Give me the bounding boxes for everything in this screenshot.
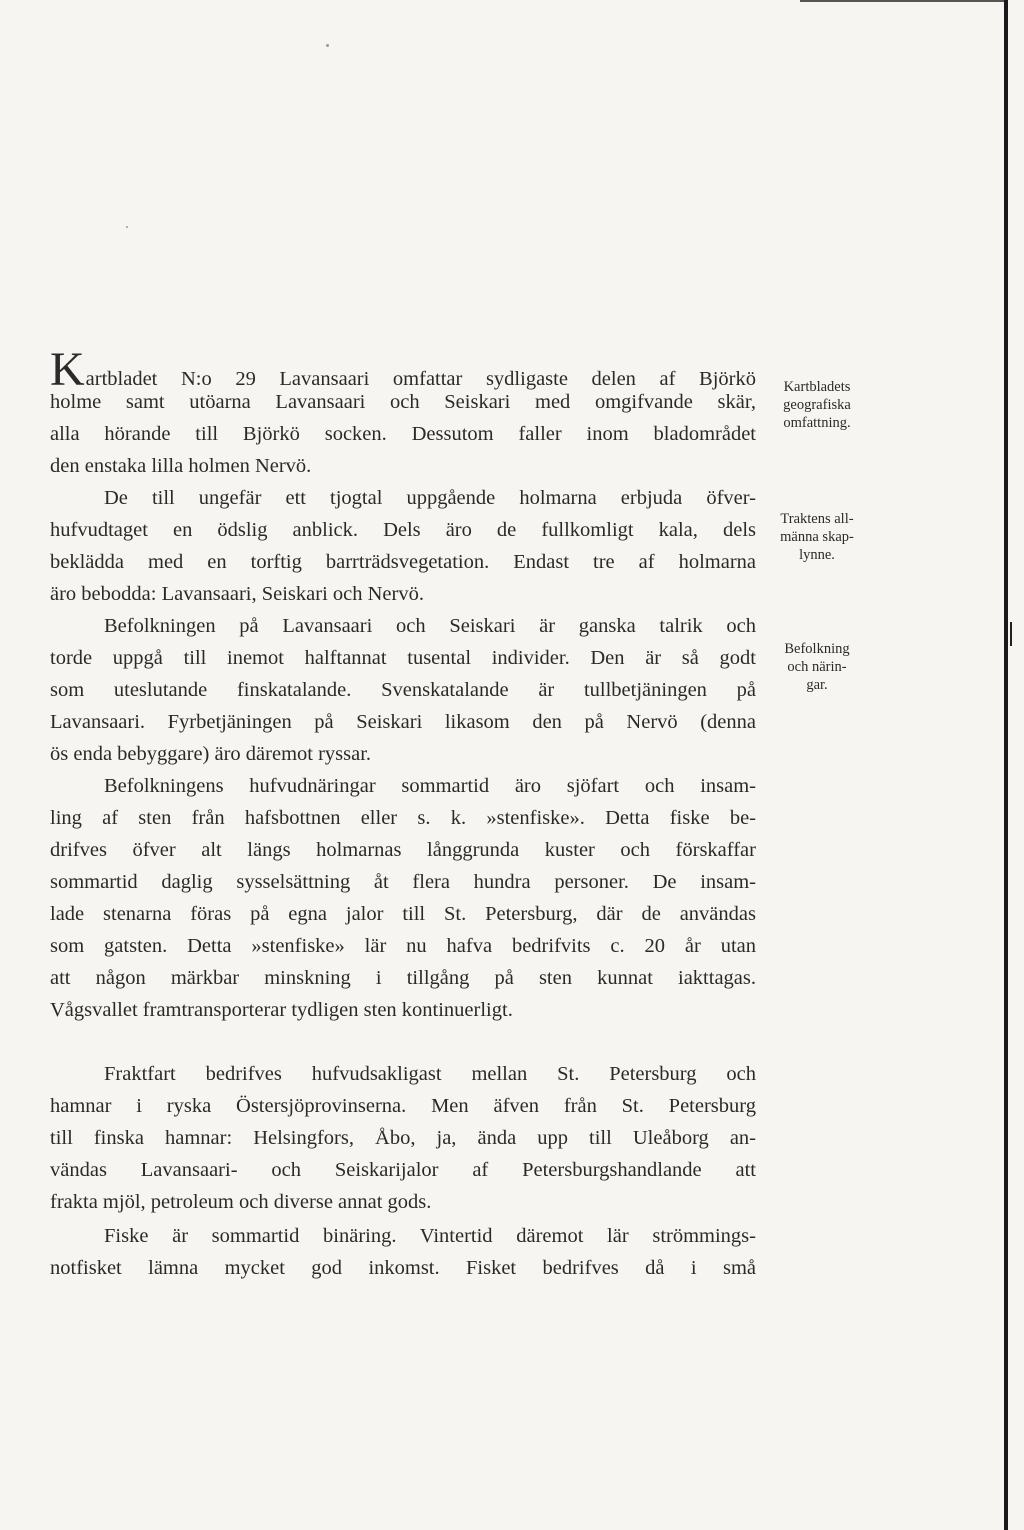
text-line: hufvudtaget en ödslig anblick. Dels äro de fullkomligt kala, dels xyxy=(50,519,756,541)
text-line: Fraktfart bedrifves hufvudsakligast mellan St. Petersburg och xyxy=(104,1063,756,1085)
text-line: lade stenarna föras på egna jalor till St. Petersburg, där de användas xyxy=(50,903,756,925)
page-edge-top xyxy=(800,0,1008,2)
text-line: Fiske är sommartid binäring. Vintertid däremot lär strömmings- xyxy=(104,1225,756,1247)
margin-note-line: männa skap- xyxy=(780,529,854,545)
text-line: Befolkningen på Lavansaari och Seiskari är ganska talrik och xyxy=(104,615,756,637)
text-line: Vågsvallet framtransporterar tydligen sten kontinuerligt. xyxy=(50,999,513,1021)
text-line: vändas Lavansaari- och Seiskarijalor af Petersburgshandlande att xyxy=(50,1159,756,1181)
text-line: drifves öfver alt längs holmarnas långgrunda kuster och förskaffar xyxy=(50,839,756,861)
margin-note-line: geografiska xyxy=(783,397,851,413)
paper-speck xyxy=(326,44,329,47)
text-line: hamnar i ryska Östersjöprovinserna. Men äfven från St. Petersburg xyxy=(50,1095,756,1117)
text-line: ös enda bebyggare) äro däremot ryssar. xyxy=(50,743,372,765)
text-line: till finska hamnar: Helsingfors, Åbo, ja, ända upp till Uleåborg an- xyxy=(50,1127,756,1149)
text-line: beklädda med en torftig barrträdsvegetation. Endast tre af holmarna xyxy=(50,551,756,573)
margin-note-line: och närin- xyxy=(787,659,847,675)
margin-note-line: Traktens all- xyxy=(780,511,854,527)
margin-note-line: omfattning. xyxy=(783,415,851,431)
text-line: torde uppgå till inemot halftannat tusental individer. Den är så godt xyxy=(50,647,756,669)
text-line: Kartbladet N:o 29 Lavansaari omfattar sydligaste delen af Björkö xyxy=(50,343,756,396)
text-line: att någon märkbar minskning i tillgång på sten kunnat iakttagas. xyxy=(50,967,756,989)
text-line: holme samt utöarna Lavansaari och Seiskari med omgifvande skär, xyxy=(50,391,756,413)
margin-note xyxy=(764,378,870,432)
text-line: frakta mjöl, petroleum och diverse annat gods. xyxy=(50,1191,432,1213)
text-line: sommartid daglig sysselsättning åt flera hundra personer. De insam- xyxy=(50,871,756,893)
text-line: den enstaka lilla holmen Nervö. xyxy=(50,455,312,477)
text-line: som gatsten. Detta »stenfiske» lär nu hafva bedrifvits c. 20 år utan xyxy=(50,935,756,957)
margin-note-line: gar. xyxy=(806,677,828,693)
paper-speck xyxy=(126,226,128,228)
text-line: notfisket lämna mycket god inkomst. Fisket bedrifves då i små xyxy=(50,1257,756,1279)
margin-note xyxy=(764,510,870,564)
text-line: alla hörande till Björkö socken. Dessutom faller inom bladområdet xyxy=(50,423,756,445)
text-line: Lavansaari. Fyrbetjäningen på Seiskari likasom den på Nervö (denna xyxy=(50,711,756,733)
text-line: Befolkningens hufvudnäringar sommartid äro sjöfart och insam- xyxy=(104,775,756,797)
text-line: som uteslutande finskatalande. Svenskatalande är tullbetjäningen på xyxy=(50,679,756,701)
text-line: ling af sten från hafsbottnen eller s. k. »stenfiske». Detta fiske be- xyxy=(50,807,756,829)
page-edge-mark xyxy=(1010,622,1012,646)
margin-note-line: Kartbladets xyxy=(783,379,851,395)
text-line: De till ungefär ett tjogtal uppgående holmarna erbjuda öfver- xyxy=(104,487,756,509)
margin-note xyxy=(764,640,870,694)
margin-note-line: Befolkning xyxy=(784,641,850,657)
margin-note-line: lynne. xyxy=(799,547,835,563)
drop-cap: K xyxy=(50,343,85,396)
text-line: äro bebodda: Lavansaari, Seiskari och Nervö. xyxy=(50,583,424,605)
page-edge-right xyxy=(1004,0,1008,1530)
